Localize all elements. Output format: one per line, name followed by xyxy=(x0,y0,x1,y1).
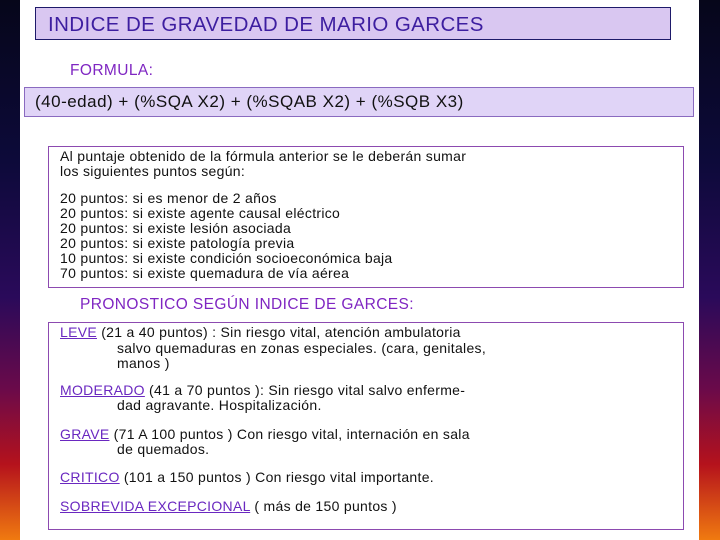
points-item: 70 puntos: si existe quemadura de vía aérea xyxy=(60,265,350,281)
moderado-desc-1: (41 a 70 puntos ): Sin riesgo vital salvo enferme- xyxy=(144,382,466,398)
slide-title: INDICE DE GRAVEDAD DE MARIO GARCES xyxy=(48,13,484,36)
points-item: 20 puntos: si existe agente causal eléctrico xyxy=(60,205,341,221)
leve-desc-1: (21 a 40 puntos) : Sin riesgo vital, atención ambulatoria xyxy=(97,324,461,340)
prognosis-grave xyxy=(60,427,470,442)
grave-desc-2: de quemados. xyxy=(117,441,210,457)
points-item: 20 puntos: si existe patología previa xyxy=(60,235,295,251)
critico-desc-1: (101 a 150 puntos ) Con riesgo vital importante. xyxy=(119,469,434,485)
points-intro-2: los siguientes puntos según: xyxy=(60,163,246,179)
grave-desc-1: (71 A 100 puntos ) Con riesgo vital, internación en sala xyxy=(109,426,470,442)
prognosis-label: PRONOSTICO SEGÚN INDICE DE GARCES: xyxy=(80,296,414,313)
points-item: 10 puntos: si existe condición socioeconómica baja xyxy=(60,250,393,266)
prognosis-box xyxy=(48,322,684,530)
level-leve: LEVE xyxy=(60,324,97,340)
slide-sheet xyxy=(20,0,699,540)
points-item: 20 puntos: si es menor de 2 años xyxy=(60,190,277,206)
prognosis-critico xyxy=(60,470,434,485)
prognosis-moderado xyxy=(60,383,465,398)
level-sobrevida: SOBREVIDA EXCEPCIONAL xyxy=(60,498,251,514)
level-grave: GRAVE xyxy=(60,426,110,442)
leve-desc-3: manos ) xyxy=(117,355,170,371)
formula-box xyxy=(24,87,694,117)
points-box xyxy=(48,146,684,288)
points-item: 20 puntos: si existe lesión asociada xyxy=(60,220,292,236)
prognosis-sobrevida xyxy=(60,499,397,514)
level-critico: CRITICO xyxy=(60,469,120,485)
title-box xyxy=(35,7,671,40)
moderado-desc-2: dad agravante. Hospitalización. xyxy=(117,397,322,413)
formula-label: FORMULA: xyxy=(70,62,154,79)
sobrevida-desc-1: ( más de 150 puntos ) xyxy=(250,498,397,514)
points-intro-1: Al puntaje obtenido de la fórmula anterior se le deberán sumar xyxy=(60,148,467,164)
level-moderado: MODERADO xyxy=(60,382,145,398)
formula-text: (40-edad) + (%SQA X2) + (%SQAB X2) + (%SQB X3) xyxy=(35,92,464,111)
prognosis-leve xyxy=(60,325,461,340)
leve-desc-2: salvo quemaduras en zonas especiales. (cara, genitales, xyxy=(117,340,487,356)
